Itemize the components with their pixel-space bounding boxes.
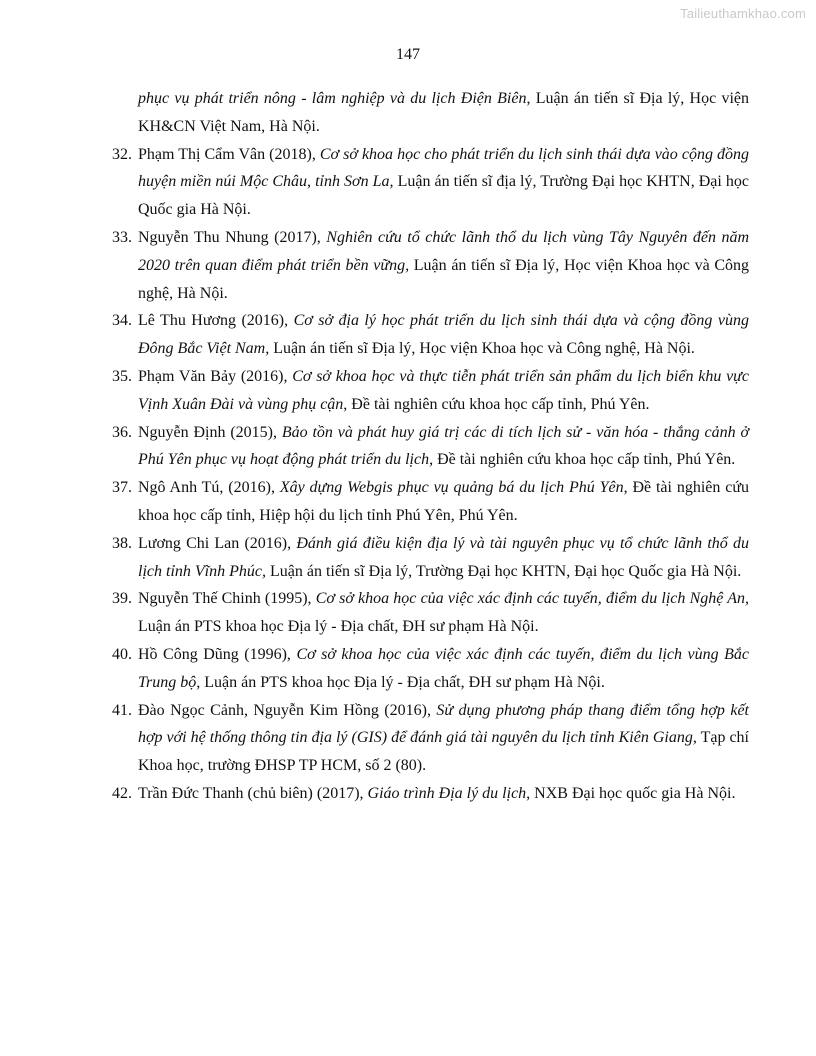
- reference-title: Bảo tồn và phát huy giá trị các di tích lịch sử - văn hóa - thắng cảnh ở Phú Yên phục vụ hoạt động phát triển du lịch: [138, 423, 749, 469]
- reference-number: 38.: [112, 534, 132, 552]
- reference-authors: Ngô Anh Tú, (2016),: [138, 479, 280, 497]
- reference-authors: Lê Thu Hương (2016),: [138, 312, 294, 330]
- reference-authors: Đào Ngọc Cảnh, Nguyễn Kim Hồng (2016),: [138, 701, 437, 719]
- reference-item: [112, 224, 750, 307]
- reference-title: Cơ sở khoa học và thực tiễn phát triển sản phẩm du lịch biển khu vực Vịnh Xuân Đài và vùng phụ cận: [138, 367, 749, 413]
- reference-details: Luận án tiến sĩ Địa lý, Học viện Khoa học và Công nghệ, Hà Nội.: [269, 340, 695, 358]
- reference-title: Cơ sở địa lý học phát triển du lịch sinh thái dựa và cộng đồng vùng Đông Bắc Việt Nam,: [138, 312, 749, 358]
- reference-title: Cơ sở khoa học của việc xác định các tuyến, điểm du lịch Nghệ An,: [315, 590, 749, 608]
- reference-details: Luận án tiến sĩ địa lý, Trường Đại học KHTN, Đại học Quốc gia Hà Nội.: [138, 173, 749, 219]
- reference-title: Cơ sở khoa học cho phát triển du lịch sinh thái dựa vào cộng đồng huyện miền núi Mộc Châu, tỉnh Sơn La,: [138, 145, 749, 191]
- reference-title: phục vụ phát triển nông - lâm nghiệp và du lịch Điện Biên: [138, 90, 527, 107]
- reference-title: Xây dựng Webgis phục vụ quảng bá du lịch Phú Yên: [279, 479, 624, 497]
- reference-details: , Đề tài nghiên cứu khoa học cấp tỉnh, Phú Yên.: [429, 451, 736, 469]
- reference-details: , Tạp chí Khoa học, trường ĐHSP TP HCM, số 2 (80).: [138, 729, 749, 775]
- reference-item: [112, 307, 749, 363]
- reference-authors: Nguyễn Thế Chinh (1995),: [138, 590, 316, 608]
- reference-details: Luận án tiến sĩ Địa lý, Học viện Khoa học và Công nghệ, Hà Nội.: [138, 256, 750, 302]
- reference-details: , Luận án tiến sĩ Địa lý, Học viện KH&CN Việt Nam, Hà Nội.: [138, 90, 749, 135]
- reference-title: Đánh giá điều kiện địa lý và tài nguyên phục vụ tổ chức lãnh thổ du lịch tỉnh Vĩnh Phúc,: [138, 534, 749, 580]
- reference-title: Cơ sở khoa học của việc xác định các tuyến, điểm du lịch vùng Bắc Trung bộ,: [138, 645, 750, 691]
- reference-details: Luận án tiến sĩ Địa lý, Trường Đại học KHTN, Đại học Quốc gia Hà Nội.: [265, 562, 742, 580]
- reference-authors: Lương Chi Lan (2016),: [138, 534, 297, 552]
- reference-list: [112, 85, 750, 808]
- reference-authors: Nguyễn Thu Nhung (2017),: [138, 228, 327, 246]
- reference-item: [112, 641, 750, 697]
- reference-details: , Đề tài nghiên cứu khoa học cấp tỉnh, Phú Yên.: [343, 395, 650, 413]
- reference-details: Luận án PTS khoa học Địa lý - Địa chất, ĐH sư phạm Hà Nội.: [138, 618, 539, 636]
- reference-item: [112, 780, 749, 808]
- reference-number: 37.: [112, 479, 132, 497]
- reference-item: [112, 697, 750, 780]
- reference-number: 33.: [112, 228, 132, 246]
- reference-authors: Phạm Văn Bảy (2016),: [138, 367, 293, 385]
- reference-item: [112, 585, 749, 641]
- reference-number: 42.: [112, 784, 132, 802]
- watermark-text: Tailieuthamkhao.com: [680, 6, 806, 21]
- reference-item: [112, 474, 750, 530]
- reference-number: 39.: [112, 590, 132, 608]
- reference-item: [112, 363, 749, 419]
- reference-item: [112, 419, 749, 475]
- reference-number: 41.: [112, 701, 132, 719]
- reference-number: 36.: [112, 423, 132, 441]
- reference-authors: Phạm Thị Cẩm Vân (2018),: [138, 145, 320, 163]
- reference-authors: Hồ Công Dũng (1996),: [138, 645, 297, 663]
- reference-number: 40.: [112, 645, 132, 663]
- reference-authors: Nguyễn Định (2015),: [138, 423, 282, 441]
- reference-details: Luận án PTS khoa học Địa lý - Địa chất, ĐH sư phạm Hà Nội.: [200, 673, 605, 691]
- reference-number: 32.: [112, 145, 132, 163]
- reference-item: [112, 141, 749, 224]
- reference-authors: Trần Đức Thanh (chủ biên) (2017),: [138, 784, 368, 802]
- reference-item: [112, 530, 749, 586]
- reference-number: 35.: [112, 367, 132, 385]
- reference-details: , Đề tài nghiên cứu khoa học cấp tỉnh, Hiệp hội du lịch tỉnh Phú Yên, Phú Yên.: [138, 479, 750, 524]
- reference-details: NXB Đại học quốc gia Hà Nội.: [530, 784, 736, 802]
- reference-title: Nghiên cứu tổ chức lãnh thổ du lịch vùng Tây Nguyên đến năm 2020 trên quan điểm phát triển bền vững,: [138, 228, 749, 274]
- reference-continuation: [138, 85, 749, 141]
- page-number: 147: [396, 46, 420, 63]
- reference-title: Sử dụng phương pháp thang điểm tổng hợp kết hợp với hệ thống thông tin địa lý (GIS) để đánh giá tài nguyên du lịch tỉnh Kiên Giang: [138, 701, 750, 747]
- reference-title: Giáo trình Địa lý du lịch,: [367, 784, 531, 802]
- reference-number: 34.: [112, 312, 132, 330]
